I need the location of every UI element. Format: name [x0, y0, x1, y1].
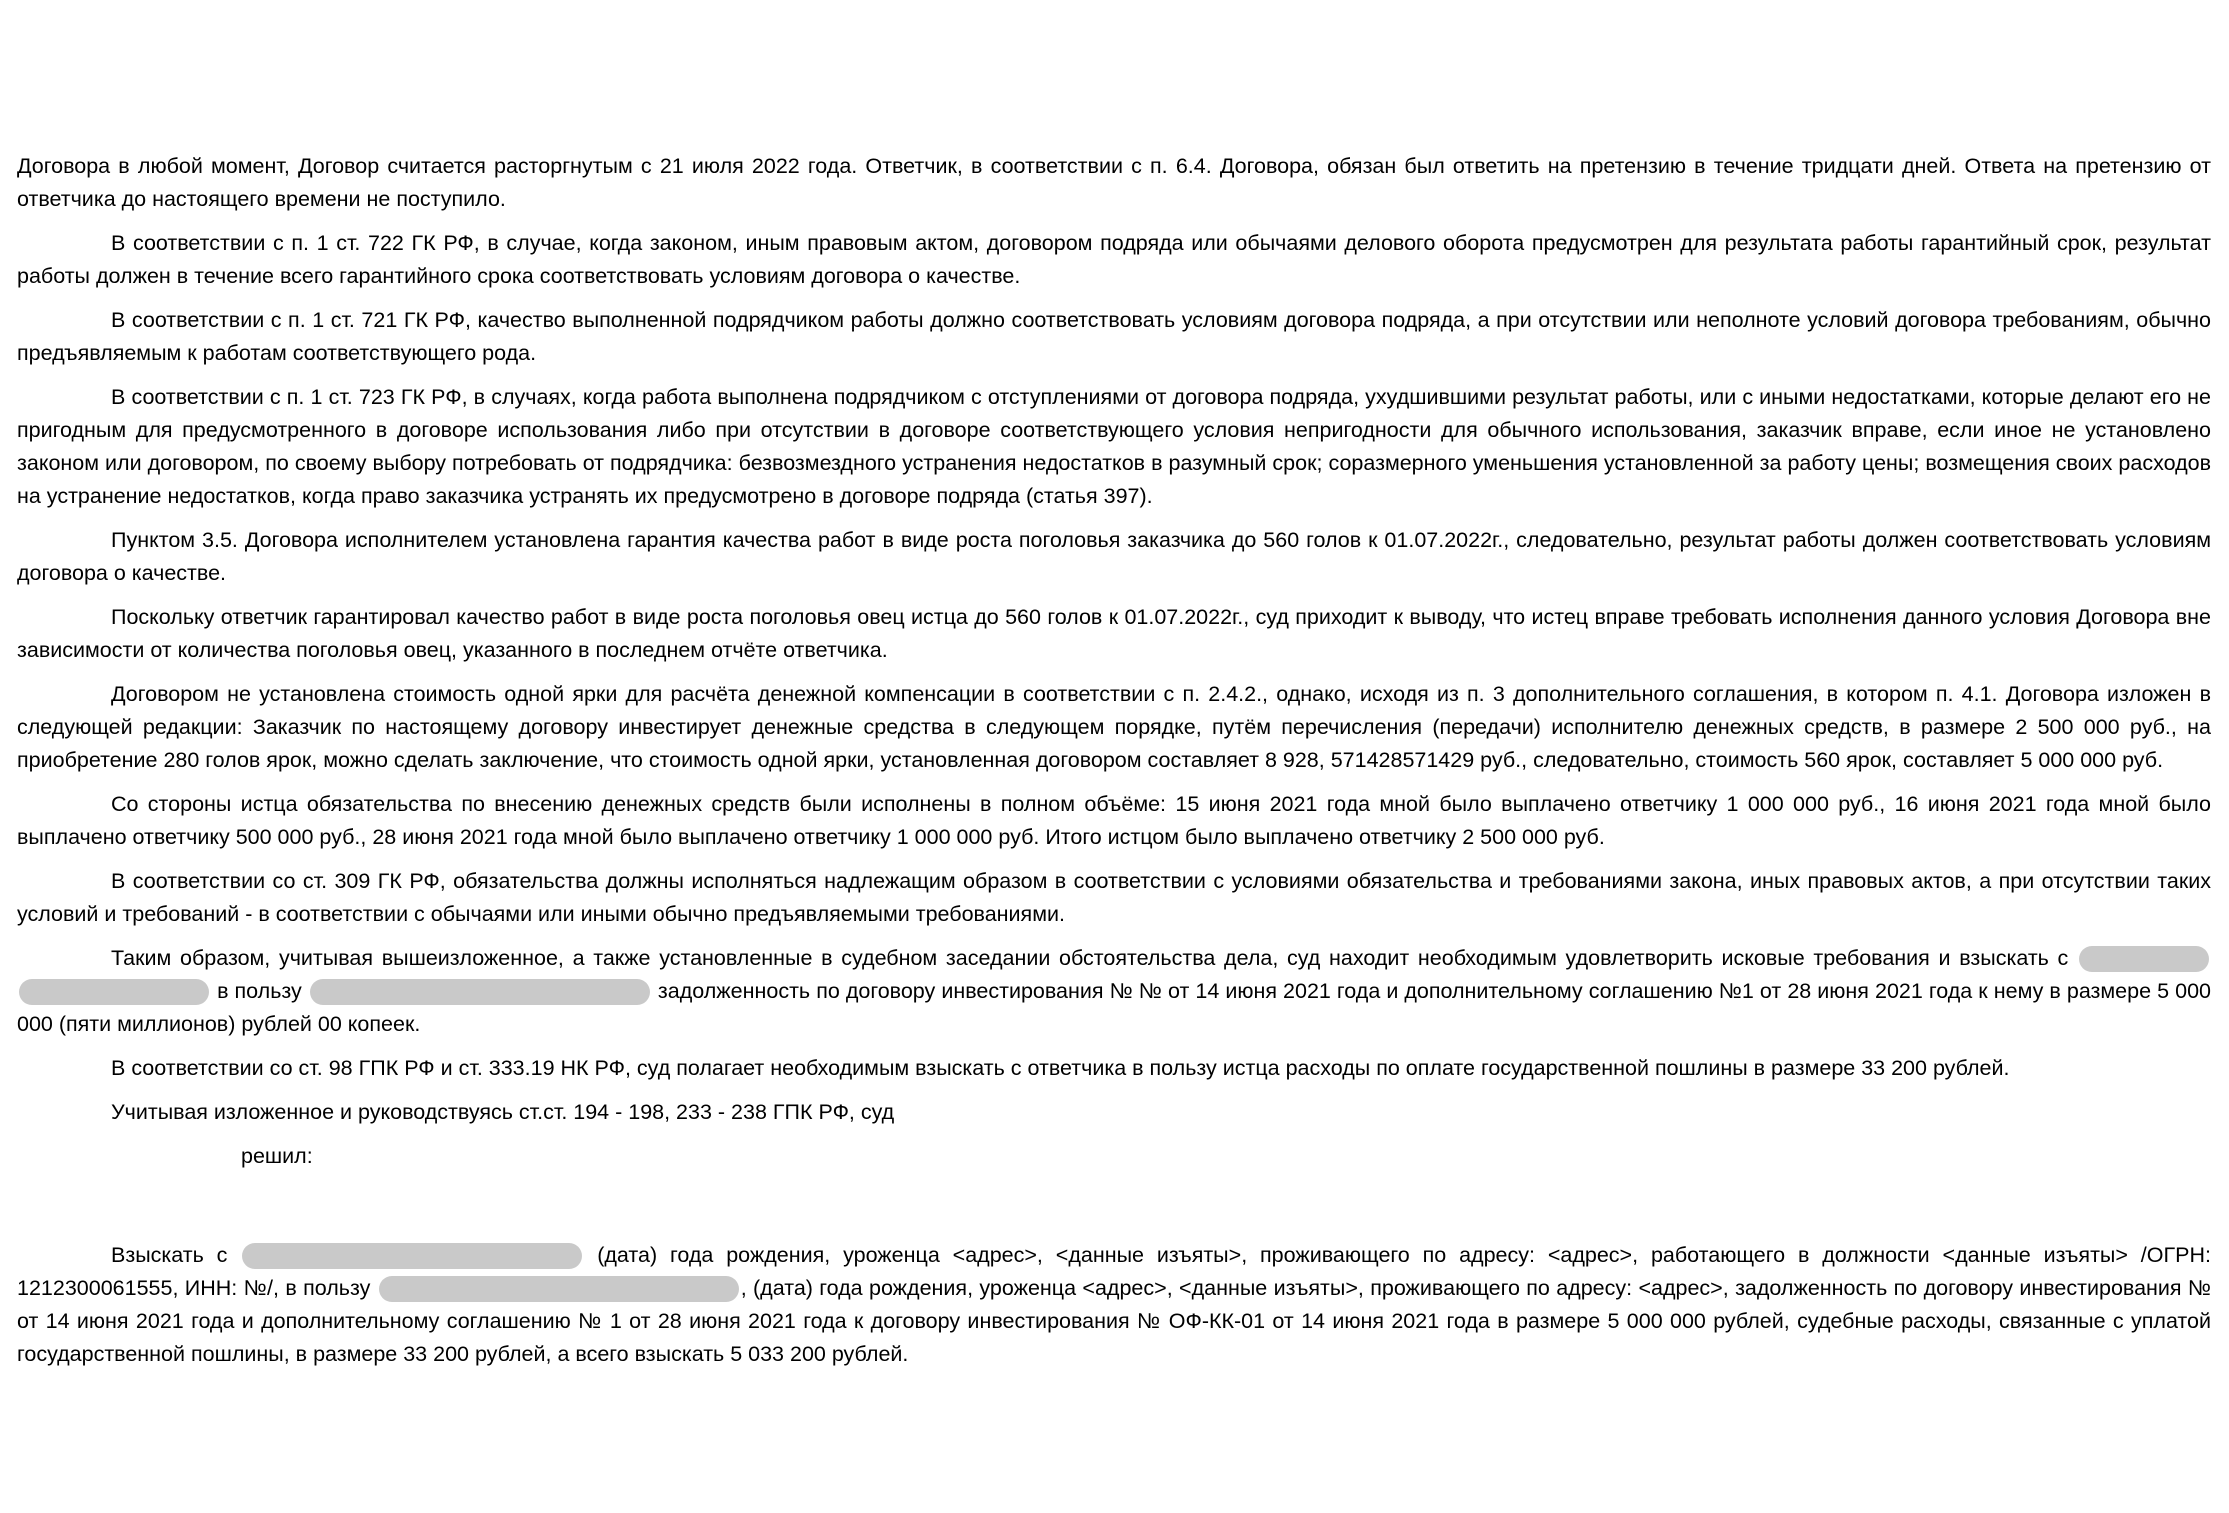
redaction-mark — [310, 979, 650, 1005]
paragraph-ruling-part-3: , (дата) года рождения, уроженца <адрес>, <данные изъяты>, проживающего по адресу: <адрес>, задолженность по договору инвестирования № от 14 июня 2021 года и дополнительному соглашению № 1 от 28 июня 2021 года к договору инвестирования № ОФ-КК-01 от 14 июня 2021 года в размере 5 000 000 рублей, судебные расходы, связанные с уплатой государственной пошлины, в размере 33 200 рублей, а всего взыскать 5 033 200 рублей. — [17, 1276, 2211, 1366]
spacer — [17, 1173, 2211, 1239]
redaction-mark — [2079, 946, 2209, 972]
redaction-mark — [379, 1276, 739, 1302]
paragraph-quality-guarantee: Поскольку ответчик гарантировал качество работ в виде роста поголовья овец истца до 560 голов к 01.07.2022г., суд приходит к выводу, что истец вправе требовать исполнения данного условия Договора вне зависимости от количества поголовья овец, указанного в последнем отчёте ответчика. — [17, 605, 2211, 662]
paragraph-conclusion-part-3: задолженность по договору инвестирования № № от 14 июня 2021 года и дополнительному соглашению №1 от 28 июня 2021 года к нему в размере 5 000 000 (пяти миллионов) рублей 00 копеек. — [17, 979, 2211, 1036]
paragraph-cost-calculation: Договором не установлена стоимость одной ярки для расчёта денежной компенсации в соответствии с п. 2.4.2., однако, исходя из п. 3 дополнительного соглашения, в котором п. 4.1. Договора изложен в следующей редакции: Заказчик по настоящему договору инвестирует денежные средства в следующем порядке, путём перечисления (передачи) исполнителю денежных средств, в размере 2 500 000 руб., на приобретение 280 голов ярок, можно сделать заключение, что стоимость одной ярки, установленная договором составляет 8 928, 571428571429 руб., следовательно, стоимость 560 ярок, составляет 5 000 000 руб. — [17, 682, 2211, 772]
paragraph-ruling-part-1: Взыскать с — [111, 1243, 228, 1267]
paragraph-conclusion — [17, 942, 2211, 1041]
paragraph-clause-3-5: Пунктом 3.5. Договора исполнителем установлена гарантия качества работ в виде роста поголовья заказчика до 560 голов к 01.07.2022г., следовательно, результат работы должен соответствовать условиям договора о качестве. — [17, 528, 2211, 585]
redaction-mark — [19, 979, 209, 1005]
paragraph-payments: Со стороны истца обязательства по внесению денежных средств были исполнены в полном объёме: 15 июня 2021 года мной было выплачено ответчику 1 000 000 руб., 16 июня 2021 года мной было выплачено ответчику 500 000 руб., 28 июня 2021 года мной было выплачено ответчику 1 000 000 руб. Итого истцом было выплачено ответчику 2 500 000 руб. — [17, 792, 2211, 849]
paragraph-ruling-part-2: (дата) года рождения, уроженца <адрес>, <данные изъяты>, проживающего по адресу: <адрес>, работающего в должности <данные изъяты> /ОГРН: 1212300061555, ИНН: №/, в пользу — [17, 1243, 2211, 1300]
paragraph-article-723: В соответствии с п. 1 ст. 723 ГК РФ, в случаях, когда работа выполнена подрядчиком с отступлениями от договора подряда, ухудшившими результат работы, или с иными недостатками, которые делают его не пригодным для предусмотренного в договоре использования либо при отсутствии в договоре соответствующего условия непригодности для обычного использования, заказчик вправе, если иное не установлено законом или договором, по своему выбору потребовать от подрядчика: безвозмездного устранения недостатков в разумный срок; соразмерного уменьшения установленной за работу цены; возмещения своих расходов на устранение недостатков, когда право заказчика устранять их предусмотрено в договоре подряда (статья 397). — [17, 385, 2211, 508]
paragraph-conclusion-part-1: Таким образом, учитывая вышеизложенное, а также установленные в судебном заседании обстоятельства дела, суд находит необходимым удовлетворить исковые требования и взыскать с — [111, 946, 2069, 970]
paragraph-article-721: В соответствии с п. 1 ст. 721 ГК РФ, качество выполненной подрядчиком работы должно соответствовать условиям договора подряда, а при отсутствии или неполноте условий договора требованиям, обычно предъявляемым к работам соответствующего рода. — [17, 308, 2211, 365]
decision-heading: решил: — [241, 1144, 313, 1168]
paragraph-article-722: В соответствии с п. 1 ст. 722 ГК РФ, в случае, когда законом, иным правовым актом, договором подряда или обычаями делового оборота предусмотрен для результата работы гарантийный срок, результат работы должен в течение всего гарантийного срока соответствовать условиям договора о качестве. — [17, 231, 2211, 288]
paragraph-guided-by: Учитывая изложенное и руководствуясь ст.ст. 194 - 198, 233 - 238 ГПК РФ, суд — [111, 1100, 895, 1124]
paragraph-ruling — [17, 1239, 2211, 1371]
paragraph-contract-termination: Договора в любой момент, Договор считается расторгнутым с 21 июля 2022 года. Ответчик, в соответствии с п. 6.4. Договора, обязан был ответить на претензию в течение тридцати дней. Ответа на претензию от ответчика до настоящего времени не поступило. — [17, 154, 2211, 211]
paragraph-article-309: В соответствии со ст. 309 ГК РФ, обязательства должны исполняться надлежащим образом в соответствии с условиями обязательства и требованиями закона, иных правовых актов, а при отсутствии таких условий и требований - в соответствии с обычаями или иными обычно предъявляемыми требованиями. — [17, 869, 2211, 926]
paragraph-state-duty: В соответствии со ст. 98 ГПК РФ и ст. 333.19 НК РФ, суд полагает необходимым взыскать с ответчика в пользу истца расходы по оплате государственной пошлины в размере 33 200 рублей. — [111, 1056, 2010, 1080]
paragraph-conclusion-part-2: в пользу — [217, 979, 302, 1003]
redaction-mark — [242, 1243, 582, 1269]
document-page — [17, 150, 2211, 1382]
